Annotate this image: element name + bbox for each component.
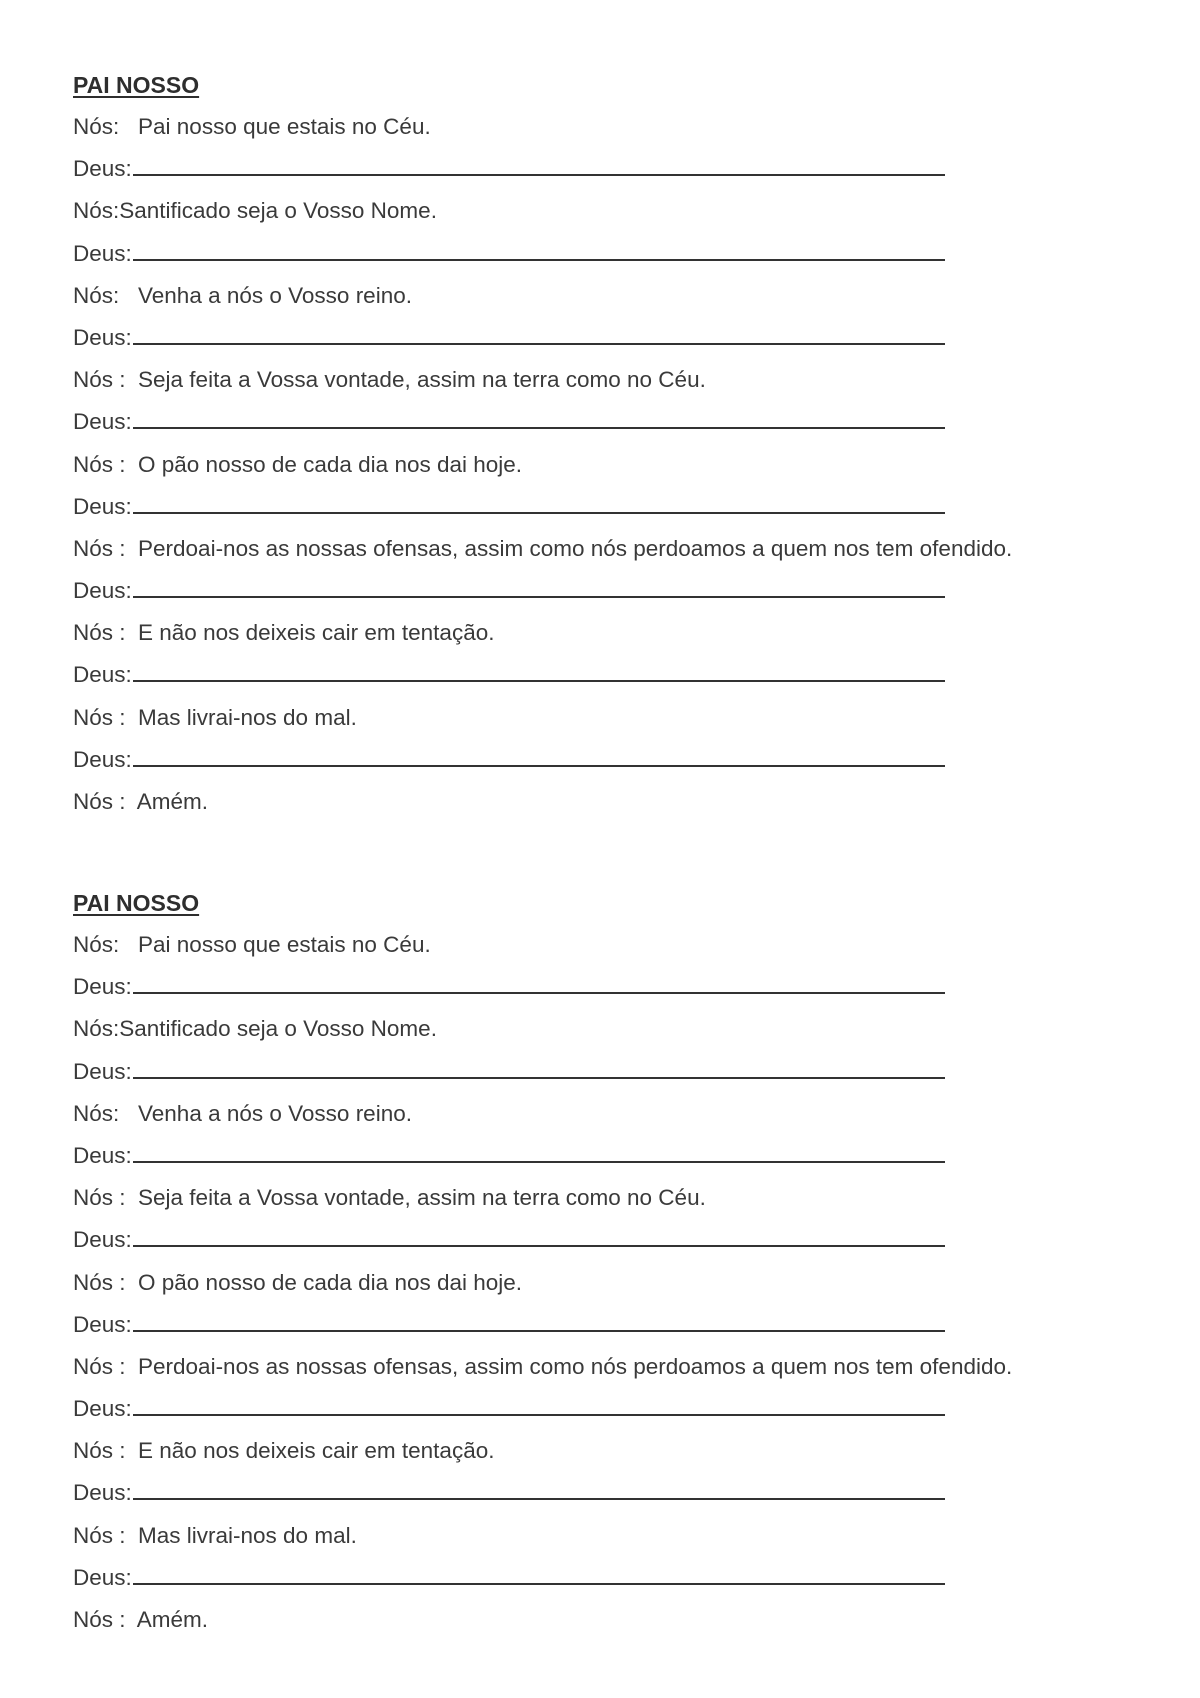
- deus-response-line: [73, 1141, 1173, 1183]
- answer-blank[interactable]: [133, 1563, 945, 1585]
- nos-line-text: Nós: Venha a nós o Vosso reino.: [73, 282, 412, 308]
- nos-prayer-line: [73, 618, 1173, 660]
- nos-prayer-line: [73, 1268, 1173, 1310]
- deus-response-line: [73, 1478, 1173, 1520]
- answer-blank[interactable]: [133, 576, 945, 598]
- deus-label: Deus:: [73, 1396, 132, 1422]
- answer-blank[interactable]: [133, 972, 945, 994]
- deus-response-line: [73, 660, 1173, 702]
- nos-line-text: Nós : Seja feita a Vossa vontade, assim na terra como no Céu.: [73, 1185, 706, 1211]
- nos-line-text: Nós : Mas livrai-nos do mal.: [73, 1522, 357, 1548]
- nos-line-text: Nós: Pai nosso que estais no Céu.: [73, 932, 431, 957]
- deus-label: Deus:: [73, 1311, 132, 1337]
- deus-label: Deus:: [73, 1058, 132, 1084]
- nos-line-text: Nós: Pai nosso que estais no Céu.: [73, 114, 431, 139]
- prayer-section: [73, 888, 1173, 1647]
- answer-blank[interactable]: [133, 323, 945, 345]
- deus-label: Deus:: [73, 974, 132, 1000]
- nos-prayer-line: [73, 281, 1173, 323]
- answer-blank[interactable]: [133, 660, 945, 682]
- nos-prayer-line: [73, 196, 1173, 238]
- deus-label: Deus:: [73, 156, 132, 182]
- deus-label: Deus:: [73, 578, 132, 604]
- deus-label: Deus:: [73, 1142, 132, 1168]
- nos-prayer-line: [73, 1605, 1173, 1647]
- nos-line-text: Nós : E não nos deixeis cair em tentação.: [73, 620, 495, 646]
- nos-line-text: Nós: Venha a nós o Vosso reino.: [73, 1100, 412, 1126]
- answer-blank[interactable]: [133, 1394, 945, 1416]
- nos-prayer-line: [73, 534, 1173, 576]
- nos-line-text: Nós:Santificado seja o Vosso Nome.: [73, 198, 437, 224]
- section-title: PAI NOSSO: [73, 72, 200, 98]
- deus-response-line: [73, 407, 1173, 449]
- deus-response-line: [73, 1057, 1173, 1099]
- nos-line-text: Nós : Amém.: [73, 1607, 209, 1632]
- nos-line-text: Nós : Amém.: [73, 789, 209, 814]
- deus-label: Deus:: [73, 493, 132, 519]
- deus-label: Deus:: [73, 1227, 132, 1253]
- nos-line-text: Nós : E não nos deixeis cair em tentação.: [73, 1438, 495, 1464]
- answer-blank[interactable]: [133, 1141, 945, 1163]
- nos-prayer-line: [73, 930, 1173, 972]
- deus-label: Deus:: [73, 1480, 132, 1506]
- nos-line-text: Nós : Perdoai-nos as nossas ofensas, assim como nós perdoamos a quem nos tem ofendido.: [73, 535, 1013, 561]
- answer-blank[interactable]: [133, 407, 945, 429]
- deus-label: Deus:: [73, 1564, 132, 1590]
- nos-line-text: Nós : Perdoai-nos as nossas ofensas, assim como nós perdoamos a quem nos tem ofendido.: [73, 1353, 1013, 1379]
- deus-label: Deus:: [73, 662, 132, 688]
- deus-response-line: [73, 154, 1173, 196]
- answer-blank[interactable]: [133, 745, 945, 767]
- answer-blank[interactable]: [133, 1478, 945, 1500]
- deus-response-line: [73, 972, 1173, 1014]
- nos-prayer-line: [73, 1352, 1173, 1394]
- deus-response-line: [73, 745, 1173, 787]
- deus-response-line: [73, 323, 1173, 365]
- deus-response-line: [73, 492, 1173, 534]
- nos-line-text: Nós : Seja feita a Vossa vontade, assim na terra como no Céu.: [73, 367, 706, 393]
- nos-prayer-line: [73, 787, 1173, 829]
- prayer-lines: [73, 930, 1173, 1647]
- deus-response-line: [73, 1225, 1173, 1267]
- nos-prayer-line: [73, 365, 1173, 407]
- deus-label: Deus:: [73, 409, 132, 435]
- nos-line-text: Nós : Mas livrai-nos do mal.: [73, 704, 357, 730]
- deus-response-line: [73, 1394, 1173, 1436]
- answer-blank[interactable]: [133, 492, 945, 514]
- nos-prayer-line: [73, 1183, 1173, 1225]
- deus-response-line: [73, 239, 1173, 281]
- deus-label: Deus:: [73, 746, 132, 772]
- deus-response-line: [73, 576, 1173, 618]
- deus-response-line: [73, 1310, 1173, 1352]
- deus-response-line: [73, 1563, 1173, 1605]
- answer-blank[interactable]: [133, 1057, 945, 1079]
- section-title: PAI NOSSO: [73, 890, 200, 916]
- nos-prayer-line: [73, 1014, 1173, 1056]
- nos-prayer-line: [73, 1521, 1173, 1563]
- nos-line-text: Nós : O pão nosso de cada dia nos dai hoje.: [73, 451, 523, 477]
- answer-blank[interactable]: [133, 1310, 945, 1332]
- answer-blank[interactable]: [133, 1225, 945, 1247]
- prayer-lines: [73, 112, 1173, 829]
- nos-prayer-line: [73, 112, 1173, 154]
- deus-label: Deus:: [73, 324, 132, 350]
- nos-line-text: Nós : O pão nosso de cada dia nos dai hoje.: [73, 1269, 523, 1295]
- prayer-section: [73, 70, 1173, 829]
- answer-blank[interactable]: [133, 239, 945, 261]
- nos-line-text: Nós:Santificado seja o Vosso Nome.: [73, 1016, 437, 1042]
- answer-blank[interactable]: [133, 154, 945, 176]
- nos-prayer-line: [73, 1436, 1173, 1478]
- deus-label: Deus:: [73, 240, 132, 266]
- nos-prayer-line: [73, 703, 1173, 745]
- nos-prayer-line: [73, 1099, 1173, 1141]
- nos-prayer-line: [73, 450, 1173, 492]
